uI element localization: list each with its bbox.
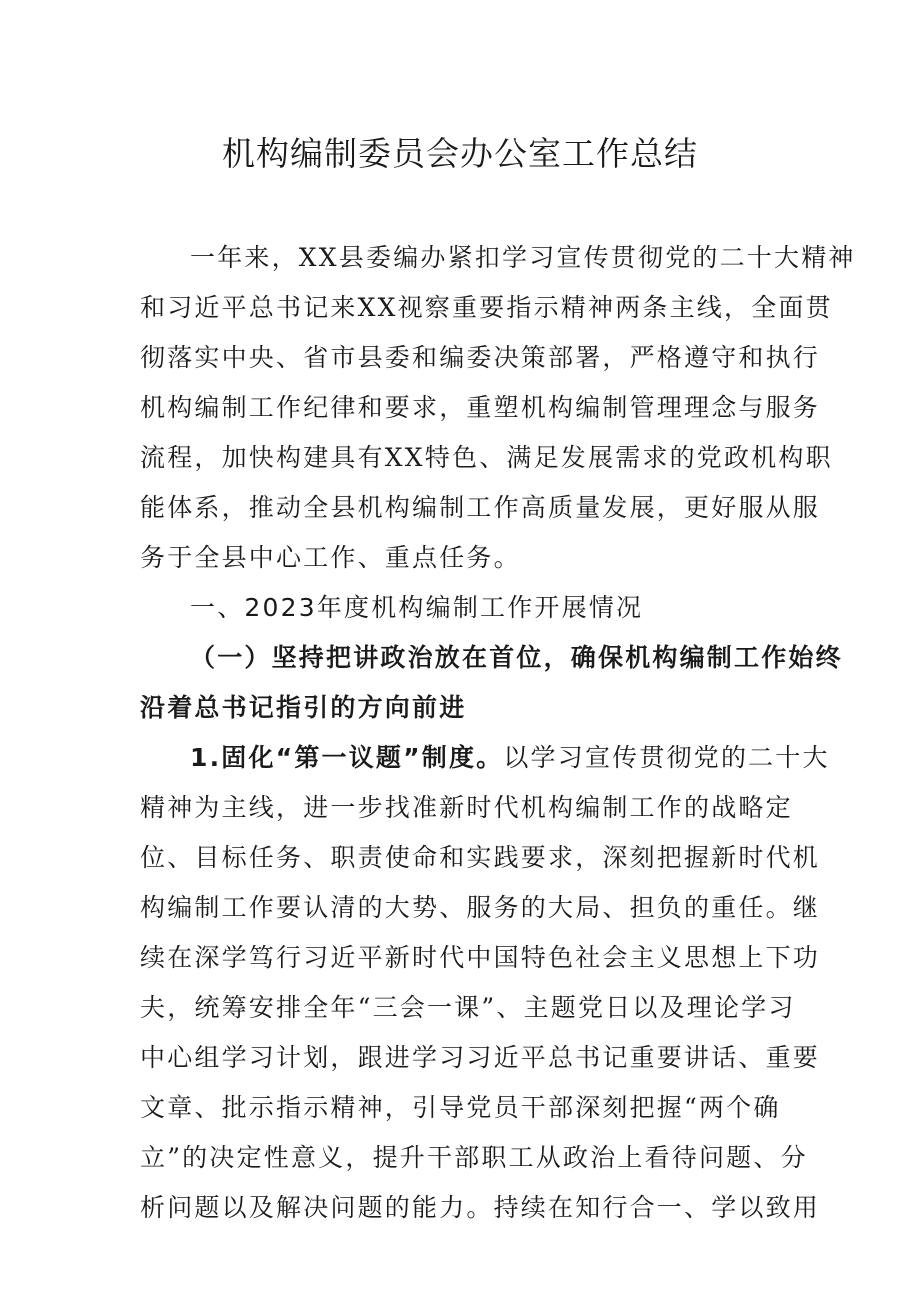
intro-line-1: 一年来，XX县委编办紧扣学习宣传贯彻党的二十大精神: [190, 243, 856, 272]
intro-line-3: 彻落实中央、省市县委和编委决策部署，严格遵守和执行: [140, 343, 821, 372]
item-1-line-3: 位、目标任务、职责使命和实践要求，深刻把握新时代机: [140, 843, 821, 872]
intro-line-5: 流程，加快构建具有XX特色、满足发展需求的党政机构职: [140, 443, 833, 472]
intro-line-4: 机构编制工作纪律和要求，重塑机构编制管理理念与服务: [140, 393, 821, 422]
subsection-heading-line-1: （一）坚持把讲政治放在首位，确保机构编制工作始终: [190, 643, 843, 672]
item-1-first-line: [190, 740, 830, 776]
item-1-line-2: 精神为主线，进一步找准新时代机构编制工作的战略定: [140, 793, 793, 822]
item-1-line-8: 文章、批示指示精神，引导党员干部深刻把握“两个确: [140, 1093, 781, 1122]
item-1-line-7: 中心组学习计划，跟进学习习近平总书记重要讲话、重要: [140, 1043, 821, 1072]
item-1-line-4: 构编制工作要认清的大势、服务的大局、担负的重任。继: [140, 893, 821, 922]
item-1-line-5: 续在深学笃行习近平新时代中国特色社会主义思想上下功: [140, 943, 821, 972]
intro-line-2: 和习近平总书记来XX视察重要指示精神两条主线，全面贯: [140, 293, 833, 322]
subsection-heading-line-2: 沿着总书记指引的方向前进: [140, 693, 467, 722]
intro-line-7: 务于全县中心工作、重点任务。: [140, 543, 521, 572]
item-1-line-6: 夫，统筹安排全年“三会一课”、主题党日以及理论学习: [140, 993, 796, 1022]
item-1-lead: 1.固化“第一议题”制度。: [190, 743, 504, 772]
item-1-line-9: 立”的决定性意义，提升干部职工从政治上看待问题、分: [140, 1143, 808, 1172]
section-heading: 一、2023年度机构编制工作开展情况: [190, 593, 644, 622]
item-1-first-line-rest: 以学习宣传贯彻党的二十大: [503, 743, 830, 772]
item-1-line-10: 析问题以及解决问题的能力。持续在知行合一、学以致用: [140, 1193, 821, 1222]
document-title: 机构编制委员会办公室工作总结: [222, 134, 698, 173]
intro-line-6: 能体系，推动全县机构编制工作高质量发展，更好服从服: [140, 493, 821, 522]
